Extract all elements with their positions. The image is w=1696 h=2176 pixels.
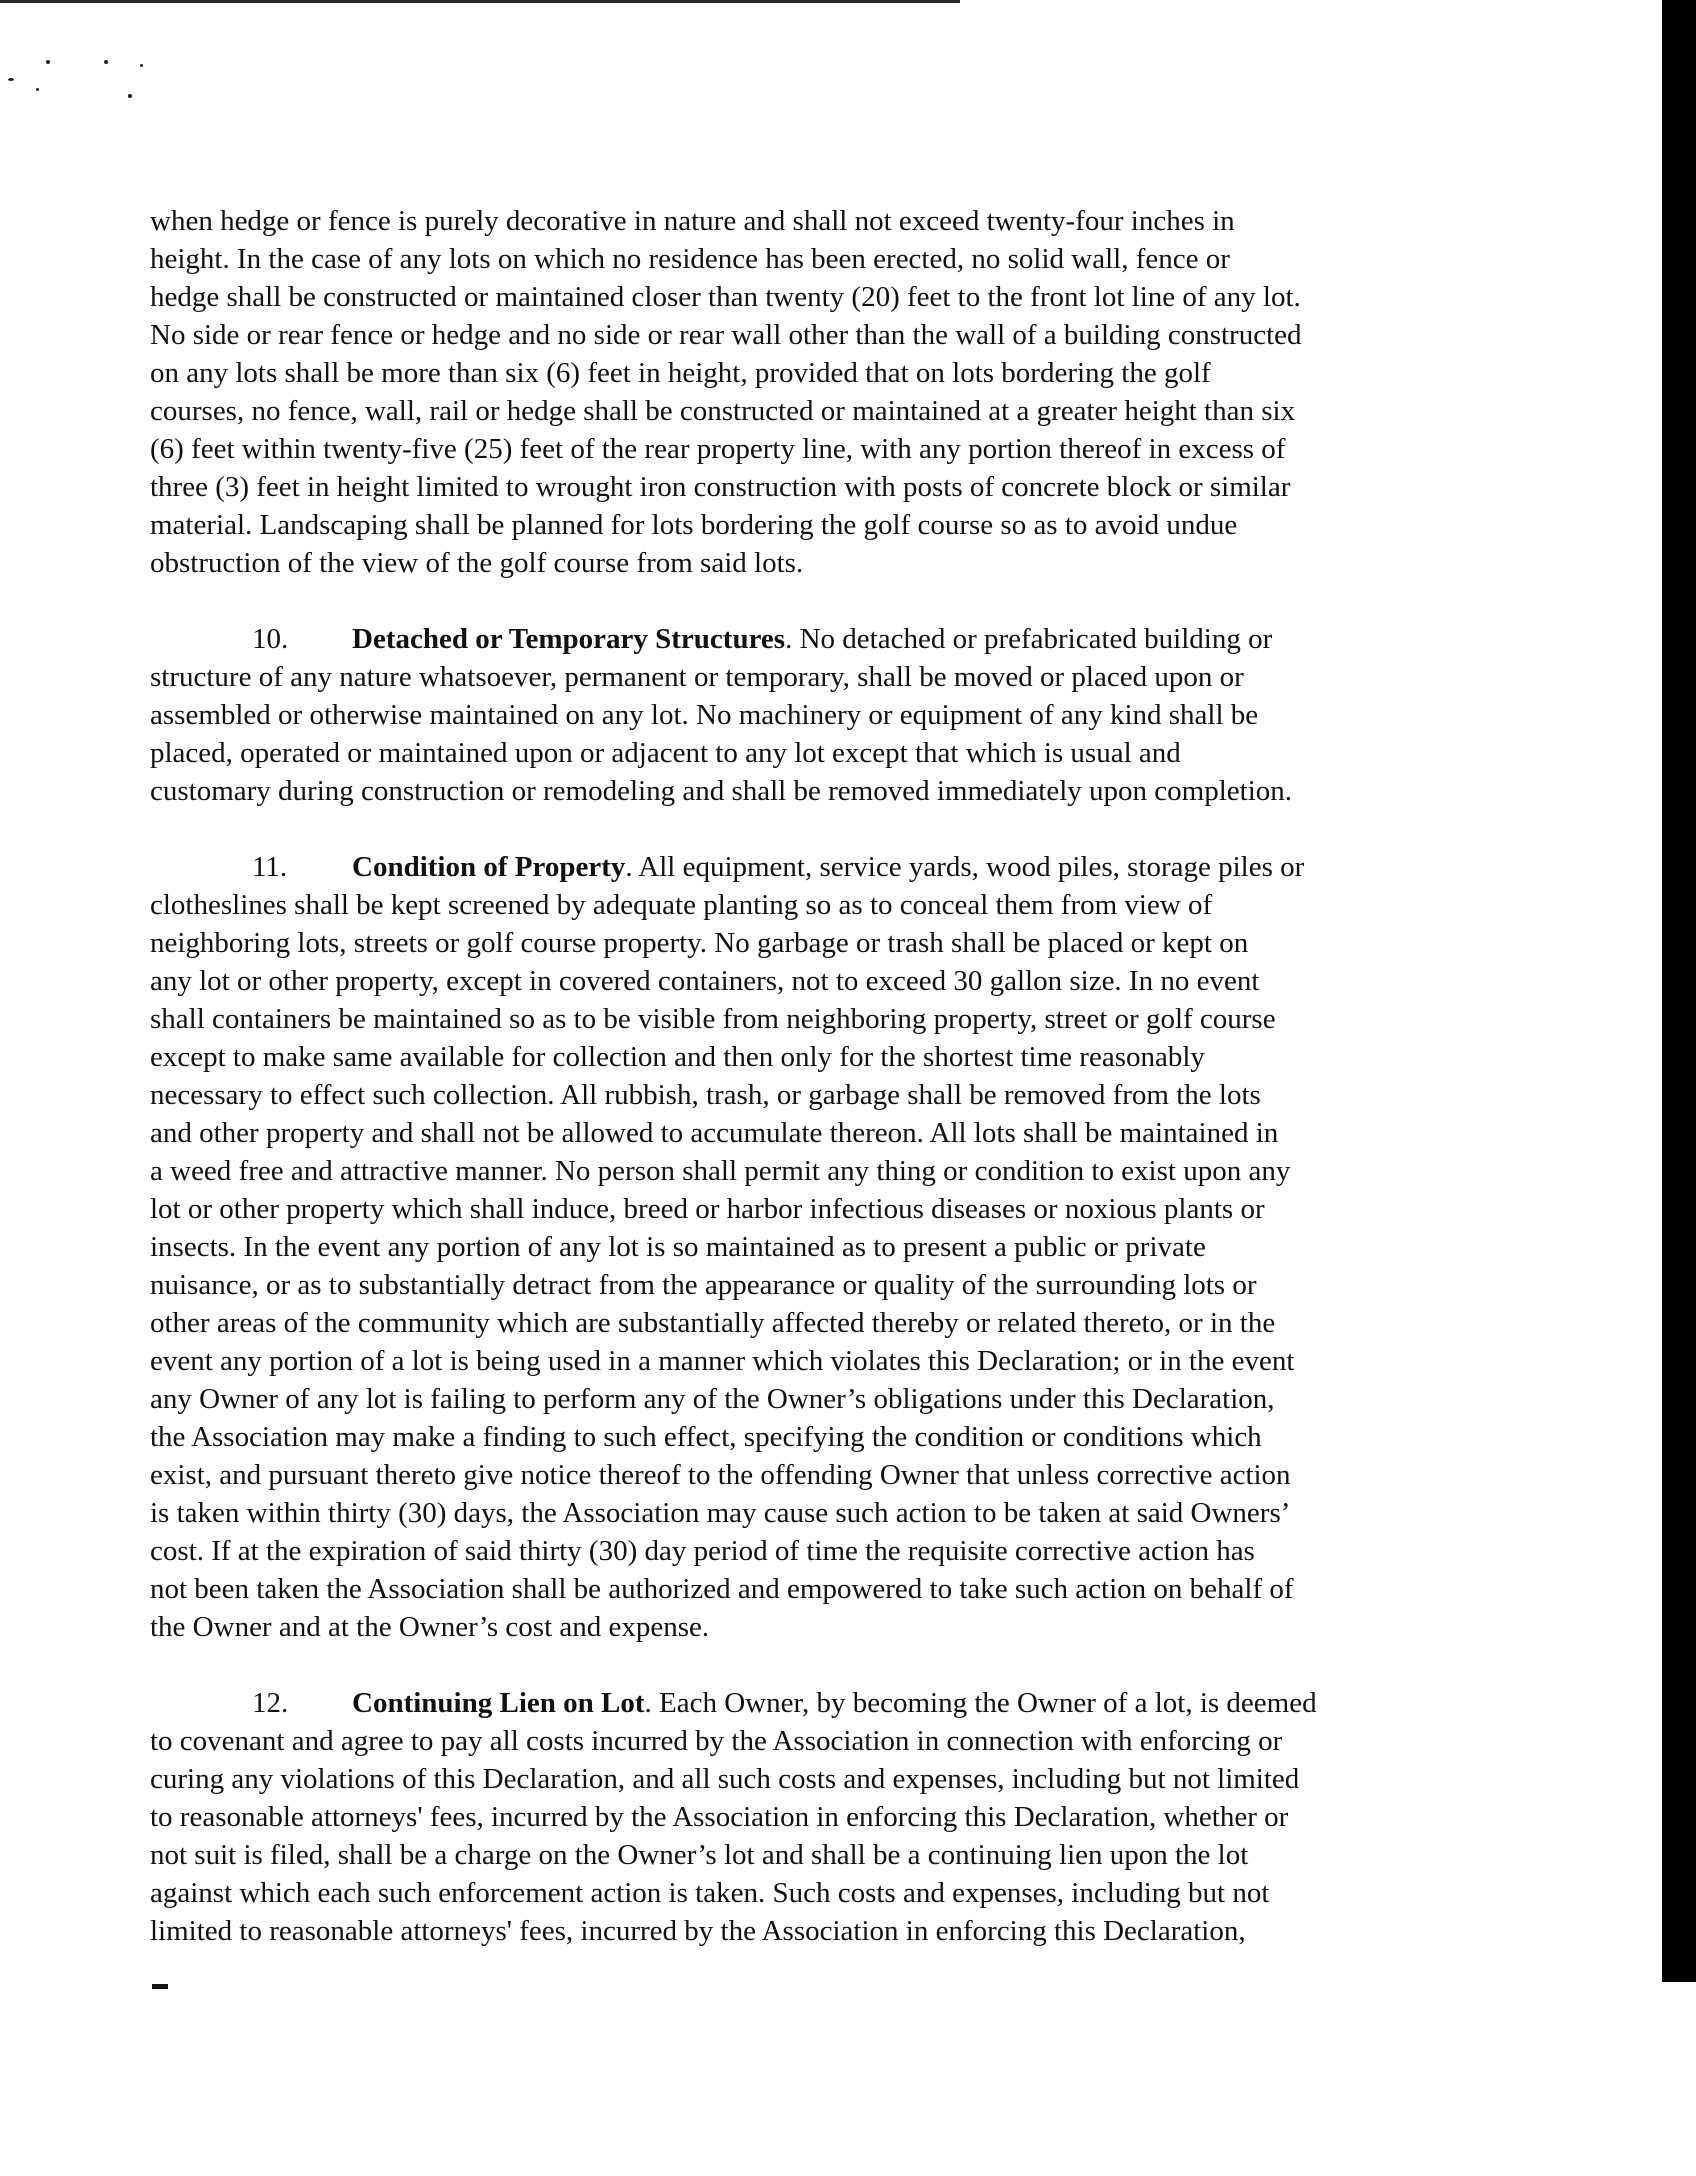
text-line: limited to reasonable attorneys' fees, incurred by the Association in enforcing this Declaration, (150, 1915, 1246, 1947)
scan-mark (152, 1984, 168, 1989)
paragraph-continuation (150, 202, 1450, 582)
text-line: to covenant and agree to pay all costs incurred by the Association in connection with enforcing or (150, 1725, 1283, 1757)
text-line: event any portion of a lot is being used in a manner which violates this Declaration; or in the event (150, 1345, 1295, 1377)
section-11 (150, 848, 1450, 1646)
text-line: to reasonable attorneys' fees, incurred by the Association in enforcing this Declaration, whether or (150, 1801, 1289, 1833)
text-line: not been taken the Association shall be authorized and empowered to take such action on behalf of (150, 1573, 1294, 1605)
text-line: lot or other property which shall induce, breed or harbor infectious diseases or noxious plants or (150, 1193, 1265, 1225)
text-line: neighboring lots, streets or golf course property. No garbage or trash shall be placed or kept on (150, 927, 1249, 959)
text-line: when hedge or fence is purely decorative in nature and shall not exceed twenty-four inches in (150, 205, 1235, 237)
text-line: insects. In the event any portion of any lot is so maintained as to present a public or private (150, 1231, 1206, 1263)
section-number: 10. (252, 623, 289, 655)
text-line: other areas of the community which are substantially affected thereby or related thereto, or in the (150, 1307, 1276, 1339)
text-line: is taken within thirty (30) days, the Association may cause such action to be taken at said Owners’ (150, 1497, 1291, 1529)
scan-edge-bar (1662, 0, 1696, 1982)
scan-speck (140, 64, 143, 67)
text-line: the Association may make a finding to such effect, specifying the condition or conditions which (150, 1421, 1262, 1453)
text-line: necessary to effect such collection. All rubbish, trash, or garbage shall be removed from the lots (150, 1079, 1261, 1111)
text-line: hedge shall be constructed or maintained closer than twenty (20) feet to the front lot line of any lot. (150, 281, 1301, 313)
section-12 (150, 1684, 1450, 1950)
text-line: shall containers be maintained so as to be visible from neighboring property, street or golf course (150, 1003, 1276, 1035)
text-line: (6) feet within twenty-five (25) feet of the rear property line, with any portion thereof in excess of (150, 433, 1286, 465)
text-line: structure of any nature whatsoever, permanent or temporary, shall be moved or placed upon or (150, 661, 1244, 693)
document-body (150, 202, 1450, 1988)
section-10 (150, 620, 1450, 810)
text-line: exist, and pursuant thereto give notice thereof to the offending Owner that unless corrective action (150, 1459, 1291, 1491)
text-line: a weed free and attractive manner. No person shall permit any thing or condition to exist upon any (150, 1155, 1291, 1187)
text-line: assembled or otherwise maintained on any lot. No machinery or equipment of any kind shall be (150, 699, 1259, 731)
text-line: the Owner and at the Owner’s cost and expense. (150, 1611, 710, 1643)
section-first-line (150, 620, 1450, 658)
scan-speck (36, 88, 39, 91)
text-line: except to make same available for collection and then only for the shortest time reasonably (150, 1041, 1205, 1073)
text-line: and other property and shall not be allowed to accumulate thereon. All lots shall be maintained in (150, 1117, 1279, 1149)
text-line: courses, no fence, wall, rail or hedge shall be constructed or maintained at a greater height than six (150, 395, 1296, 427)
section-heading: Condition of Property (352, 851, 626, 883)
section-first-line-text: . Each Owner, by becoming the Owner of a lot, is deemed (644, 1687, 1317, 1719)
section-first-line (150, 1684, 1450, 1722)
text-line: No side or rear fence or hedge and no side or rear wall other than the wall of a building constructed (150, 319, 1302, 351)
text-line: cost. If at the expiration of said thirty (30) day period of time the requisite corrective action has (150, 1535, 1255, 1567)
section-first-line-text: . All equipment, service yards, wood piles, storage piles or (625, 851, 1305, 883)
text-line: customary during construction or remodeling and shall be removed immediately upon completion. (150, 775, 1293, 807)
text-line: three (3) feet in height limited to wrought iron construction with posts of concrete block or similar (150, 471, 1291, 503)
section-heading: Detached or Temporary Structures (352, 623, 786, 655)
text-line: clotheslines shall be kept screened by adequate planting so as to conceal them from view of (150, 889, 1213, 921)
text-line: against which each such enforcement action is taken. Such costs and expenses, including but not (150, 1877, 1270, 1909)
text-line: placed, operated or maintained upon or adjacent to any lot except that which is usual and (150, 737, 1181, 769)
scan-speck (104, 60, 108, 64)
section-first-line (150, 848, 1450, 886)
section-first-line-text: . No detached or prefabricated building or (785, 623, 1273, 655)
scan-speck (128, 94, 132, 98)
scan-speck (8, 78, 14, 81)
section-heading: Continuing Lien on Lot (352, 1687, 645, 1719)
text-line: any Owner of any lot is failing to perform any of the Owner’s obligations under this Declaration, (150, 1383, 1275, 1415)
section-number: 11. (252, 851, 288, 883)
text-line: nuisance, or as to substantially detract from the appearance or quality of the surrounding lots or (150, 1269, 1257, 1301)
scan-speck (46, 60, 50, 64)
section-number: 12. (252, 1687, 289, 1719)
text-line: on any lots shall be more than six (6) feet in height, provided that on lots bordering the golf (150, 357, 1211, 389)
scan-top-rule (0, 0, 960, 3)
text-line: curing any violations of this Declaration, and all such costs and expenses, including but not limited (150, 1763, 1300, 1795)
text-line: material. Landscaping shall be planned for lots bordering the golf course so as to avoid undue (150, 509, 1238, 541)
text-line: height. In the case of any lots on which no residence has been erected, no solid wall, fence or (150, 243, 1230, 275)
text-line: not suit is filed, shall be a charge on the Owner’s lot and shall be a continuing lien upon the lot (150, 1839, 1249, 1871)
text-line: any lot or other property, except in covered containers, not to exceed 30 gallon size. In no event (150, 965, 1260, 997)
text-line: obstruction of the view of the golf course from said lots. (150, 547, 804, 579)
